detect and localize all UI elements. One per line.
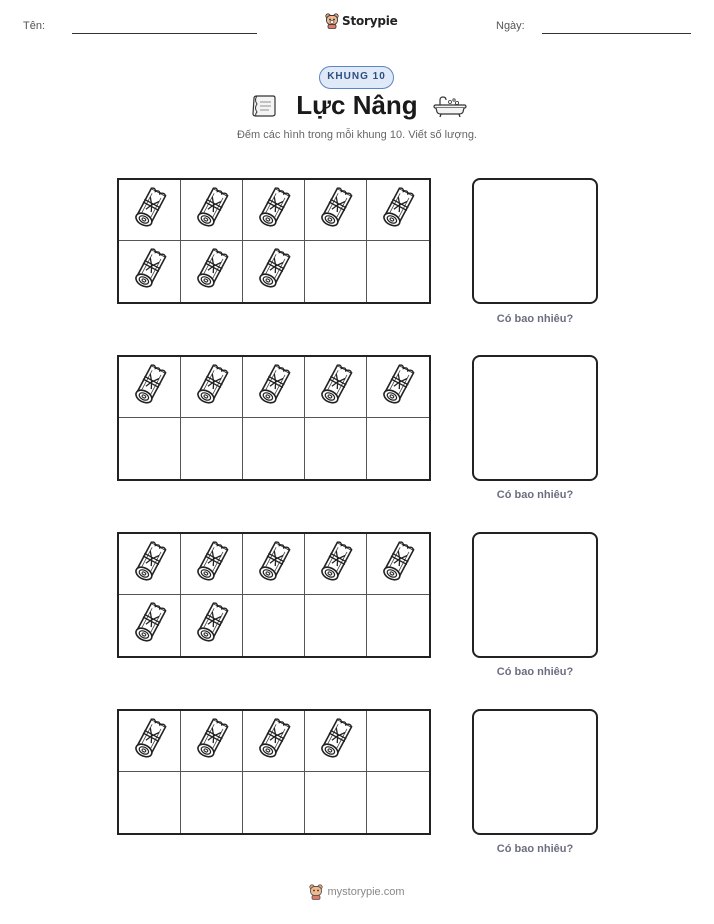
ten-frame-4 xyxy=(117,709,431,835)
frame-cell xyxy=(181,418,243,479)
frame-cell xyxy=(181,241,243,302)
name-label: Tên: xyxy=(23,20,46,32)
frame-cell xyxy=(367,595,429,656)
frame-cell xyxy=(119,418,181,479)
name-line[interactable] xyxy=(72,33,257,34)
frame-cell xyxy=(119,595,181,656)
rolled-scroll-icon xyxy=(253,185,295,236)
how-many-label-4: Có bao nhiêu? xyxy=(496,843,574,855)
frame-cell xyxy=(119,180,181,241)
frame-cell xyxy=(181,772,243,833)
frame-cell xyxy=(305,180,367,241)
answer-box-4[interactable] xyxy=(472,709,598,835)
footer xyxy=(0,884,714,900)
rolled-scroll-icon xyxy=(191,185,233,236)
rolled-scroll-icon xyxy=(253,716,295,767)
date-label: Ngày: xyxy=(496,20,525,32)
rolled-scroll-icon xyxy=(315,539,357,590)
frame-cell xyxy=(119,534,181,595)
rolled-scroll-icon xyxy=(191,539,233,590)
frame-cell xyxy=(119,357,181,418)
ten-frame-1 xyxy=(117,178,431,304)
how-many-label-3: Có bao nhiêu? xyxy=(496,666,574,678)
answer-box-1[interactable] xyxy=(472,178,598,304)
instructions: Đếm các hình trong mỗi khung 10. Viết số lượng. xyxy=(236,129,477,141)
frame-cell xyxy=(119,241,181,302)
rolled-scroll-icon xyxy=(377,185,419,236)
rolled-scroll-icon xyxy=(129,185,171,236)
frame-cell xyxy=(367,711,429,772)
frame-cell xyxy=(367,357,429,418)
rolled-scroll-icon xyxy=(253,246,295,297)
frame-cell xyxy=(367,418,429,479)
frame-cell xyxy=(243,418,305,479)
frame-cell xyxy=(367,180,429,241)
rolled-scroll-icon xyxy=(377,539,419,590)
frame-cell xyxy=(305,711,367,772)
frame-cell xyxy=(305,772,367,833)
frame-cell xyxy=(305,357,367,418)
frame-cell xyxy=(181,357,243,418)
how-many-label-2: Có bao nhiêu? xyxy=(496,489,574,501)
ten-frame-3 xyxy=(117,532,431,658)
frame-cell xyxy=(305,241,367,302)
rolled-scroll-icon xyxy=(191,716,233,767)
brand-name: Storypie xyxy=(342,14,398,28)
frame-cell xyxy=(367,772,429,833)
rolled-scroll-icon xyxy=(253,539,295,590)
bathtub-icon xyxy=(433,96,467,123)
rolled-scroll-icon xyxy=(315,362,357,413)
rolled-scroll-icon xyxy=(253,362,295,413)
frame-cell xyxy=(181,180,243,241)
frame-cell xyxy=(243,711,305,772)
ten-frame-2 xyxy=(117,355,431,481)
rolled-scroll-icon xyxy=(129,716,171,767)
frame-cell xyxy=(243,357,305,418)
frame-cell xyxy=(181,534,243,595)
frame-cell xyxy=(243,241,305,302)
frame-cell xyxy=(305,418,367,479)
how-many-label-1: Có bao nhiêu? xyxy=(496,313,574,325)
bear-mascot-icon xyxy=(309,884,323,900)
frame-cell xyxy=(243,772,305,833)
rolled-scroll-icon xyxy=(129,600,171,651)
rolled-scroll-icon xyxy=(315,185,357,236)
footer-site: mystorypie.com xyxy=(327,886,405,898)
frame-cell xyxy=(119,772,181,833)
worksheet-badge: KHUNG 10 xyxy=(319,66,394,89)
rolled-scroll-icon xyxy=(129,246,171,297)
answer-box-3[interactable] xyxy=(472,532,598,658)
date-line[interactable] xyxy=(542,33,691,34)
rolled-scroll-icon xyxy=(191,246,233,297)
rolled-scroll-icon xyxy=(191,362,233,413)
frame-cell xyxy=(305,595,367,656)
rolled-scroll-icon xyxy=(315,716,357,767)
frame-cell xyxy=(367,241,429,302)
rolled-scroll-icon xyxy=(129,362,171,413)
bear-mascot-icon xyxy=(325,13,339,29)
frame-cell xyxy=(243,180,305,241)
answer-box-2[interactable] xyxy=(472,355,598,481)
frame-cell xyxy=(243,595,305,656)
frame-cell xyxy=(181,711,243,772)
rolled-scroll-icon xyxy=(191,600,233,651)
frame-cell xyxy=(181,595,243,656)
page-title: Lực Nâng xyxy=(296,90,418,120)
frame-cell xyxy=(367,534,429,595)
frame-cell xyxy=(243,534,305,595)
rolled-scroll-icon xyxy=(377,362,419,413)
frame-cell xyxy=(305,534,367,595)
frame-cell xyxy=(119,711,181,772)
brand-logo xyxy=(325,13,398,29)
rolled-scroll-icon xyxy=(129,539,171,590)
